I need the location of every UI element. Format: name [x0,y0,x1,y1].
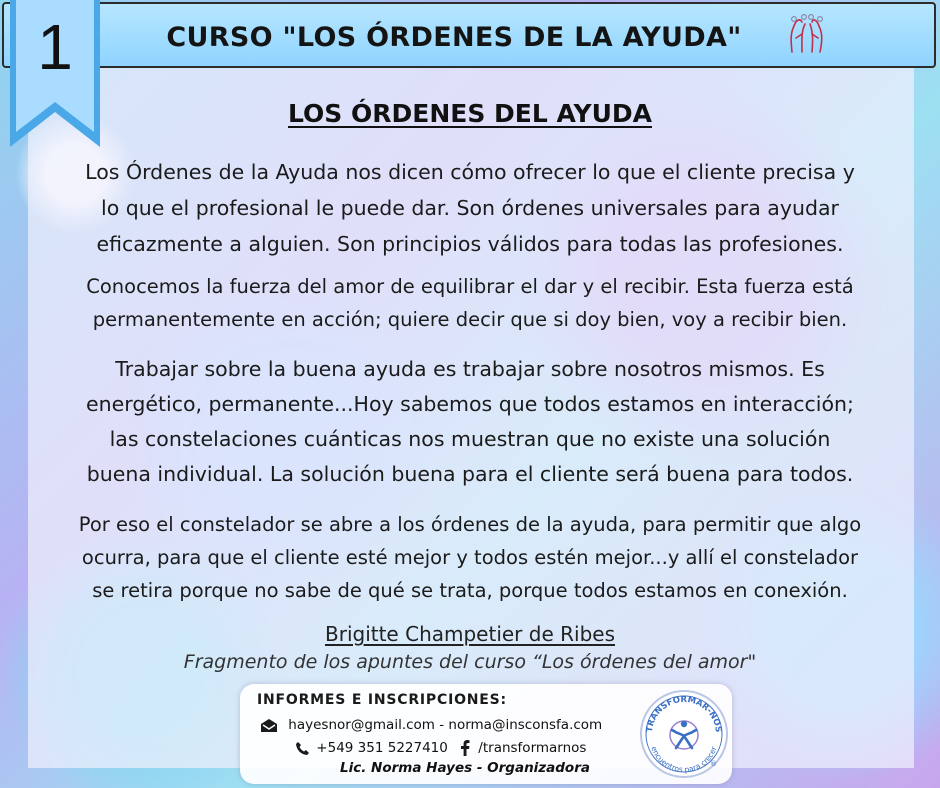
envelope-icon [260,718,278,733]
contact-email[interactable]: hayesnor@gmail.com - norma@insconsfa.com [288,717,603,733]
paragraph-line: ocurra, para que el cliente esté mejor y todos estén mejor...y allí el constelador [81,546,859,569]
paragraph-line: las constelaciones cuánticas nos muestran que no existe una solución [109,427,831,451]
facebook-icon [460,740,470,756]
contact-heading: INFORMES E INSCRIPCIONES: [257,692,507,708]
contact-box [240,684,732,784]
contact-phone[interactable]: +549 351 5227410 [316,740,448,756]
seal-bottom-text: encuentros para crecer [649,745,719,775]
organizer: Lic. Norma Hayes - Organizadora [340,760,590,776]
paragraph-line: Conocemos la fuerza del amor de equilibrar el dar y el recibir. Esta fuerza está [86,275,854,298]
quote-source: Fragmento de los apuntes del curso “Los órdenes del amor" [183,651,757,673]
quote-author: Brigitte Champetier de Ribes [325,622,615,646]
paragraph-line: energético, permanente...Hoy sabemos que todos estamos en interacción; [86,392,854,416]
phone-icon [295,741,310,756]
facebook-row [460,740,586,756]
email-row [260,717,602,733]
paragraph-line: buena individual. La solución buena para el cliente será buena para todos. [86,462,854,486]
course-title: CURSO "LOS ÓRDENES DE LA AYUDA" [166,22,742,53]
paragraph-line: se retira porque no sabe de qué se trata, porque todos estamos en conexión. [92,579,848,602]
registered-mark: ® [710,760,717,768]
paragraph-3 [20,352,920,492]
phone-row [295,740,448,756]
paragraph-2 [20,270,920,336]
dancers-logo-icon [782,10,832,60]
transformar-nos-seal [638,688,730,780]
paragraph-line: Trabajar sobre la buena ayuda es trabajar sobre nosotros mismos. Es [115,357,825,381]
section-title: LOS ÓRDENES DEL AYUDA [288,99,652,128]
paragraph-1 [20,154,920,262]
paragraph-line: Por eso el constelador se abre a los órdenes de la ayuda, para permitir que algo [78,513,862,536]
paragraph-4 [20,508,920,607]
paragraph-line: lo que el profesional le puede dar. Son órdenes universales para ayudar [101,196,839,220]
paragraph-line: permanentemente en acción; quiere decir que si doy bien, voy a recibir bien. [92,308,848,331]
badge-number: 1 [37,11,73,83]
seal-top-text: TRANSFORMAR-NOS [644,694,724,733]
paragraph-line: Los Órdenes de la Ayuda nos dicen cómo ofrecer lo que el cliente precisa y [85,160,855,184]
contact-facebook[interactable]: /transformarnos [478,740,587,756]
paragraph-line: eficazmente a alguien. Son principios válidos para todas las profesiones. [96,232,844,256]
